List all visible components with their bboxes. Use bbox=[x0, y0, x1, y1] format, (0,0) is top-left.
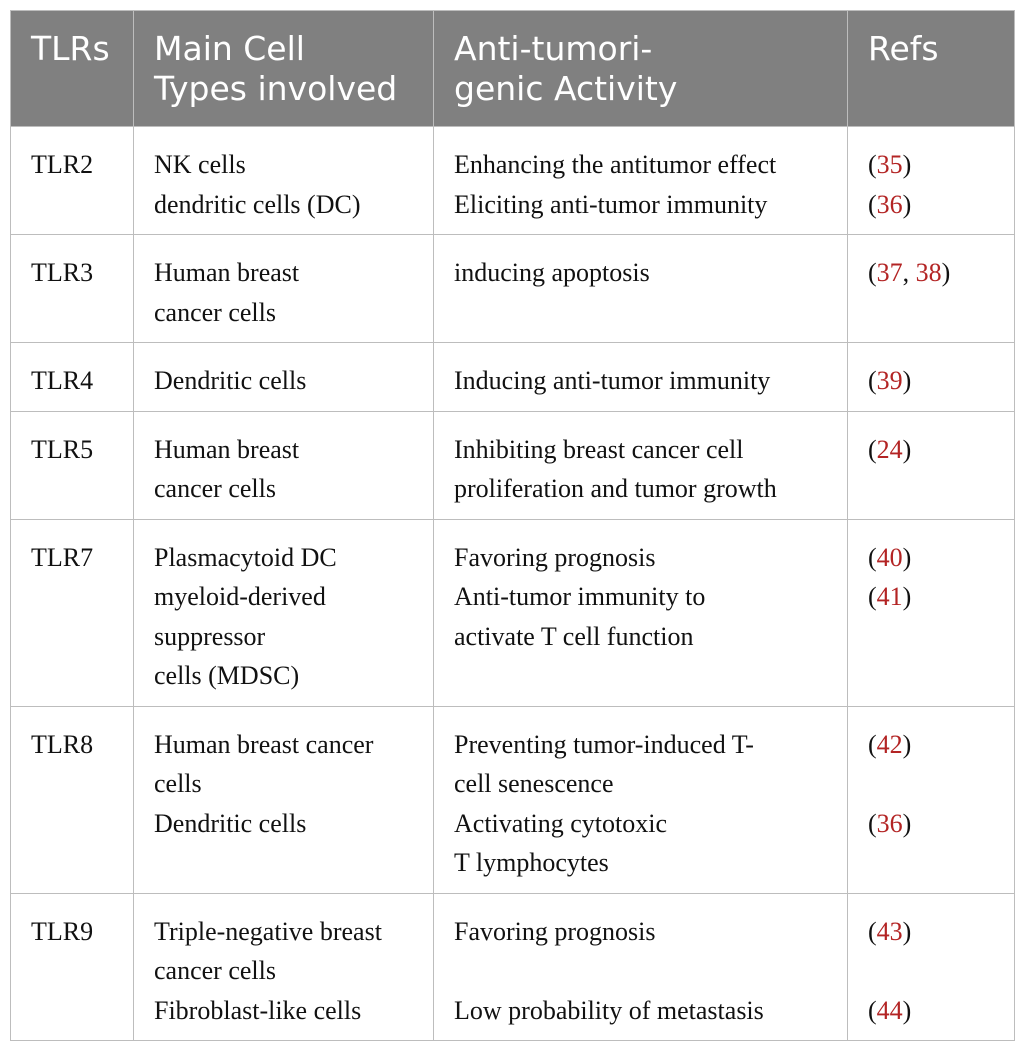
ref-group bbox=[868, 538, 994, 578]
paren-close: ) bbox=[902, 995, 912, 1025]
cell-type-line: Human breast cancer bbox=[154, 729, 374, 759]
table-row bbox=[11, 343, 1015, 412]
ref-group bbox=[868, 991, 994, 1031]
reference-link[interactable]: 35 bbox=[876, 150, 903, 179]
cell-refs bbox=[848, 235, 1015, 343]
activity-line: Preventing tumor-induced T- bbox=[454, 729, 754, 759]
header-main-cell-types bbox=[134, 11, 434, 127]
ref-group bbox=[868, 430, 994, 470]
header-line: genic Activity bbox=[454, 69, 678, 108]
table-row bbox=[11, 235, 1015, 343]
tlr-name: TLR3 bbox=[31, 258, 94, 287]
cell-types bbox=[134, 706, 434, 893]
cell-type-line: Plasmacytoid DC bbox=[154, 542, 337, 572]
cell-tlr bbox=[11, 706, 134, 893]
cell-activity bbox=[434, 127, 848, 235]
paren-open: ( bbox=[868, 582, 877, 611]
cell-tlr bbox=[11, 411, 134, 519]
cell-type-line: cancer cells bbox=[154, 474, 276, 503]
blank-line bbox=[868, 764, 994, 804]
reference-link[interactable]: 24 bbox=[876, 434, 903, 464]
cell-activity bbox=[434, 519, 848, 706]
table-header bbox=[11, 11, 1015, 127]
cell-type-line: dendritic cells (DC) bbox=[154, 189, 361, 219]
cell-refs bbox=[848, 343, 1015, 412]
cell-refs bbox=[848, 519, 1015, 706]
paren-open: ( bbox=[868, 150, 877, 179]
cell-type-line: NK cells bbox=[154, 150, 246, 179]
paren-open: ( bbox=[868, 808, 877, 838]
paren-close: ) bbox=[902, 542, 912, 572]
reference-link[interactable]: 39 bbox=[876, 366, 903, 395]
activity-line: Inducing anti-tumor immunity bbox=[454, 366, 771, 395]
ref-group bbox=[868, 185, 994, 225]
cell-refs bbox=[848, 706, 1015, 893]
reference-link[interactable]: 43 bbox=[876, 916, 903, 946]
cell-type-line: Fibroblast-like cells bbox=[154, 995, 362, 1025]
cell-tlr bbox=[11, 235, 134, 343]
cell-refs bbox=[848, 127, 1015, 235]
cell-activity bbox=[434, 343, 848, 412]
cell-type-line: Dendritic cells bbox=[154, 808, 307, 838]
paren-close: ) bbox=[902, 150, 912, 179]
cell-type-line: cancer cells bbox=[154, 297, 276, 327]
cell-type-line: suppressor bbox=[154, 621, 266, 651]
reference-link[interactable]: 37 bbox=[876, 258, 903, 287]
paren-close: ) bbox=[941, 258, 951, 287]
blank-line bbox=[454, 951, 827, 991]
cell-activity bbox=[434, 411, 848, 519]
activity-line: Inhibiting breast cancer cell bbox=[454, 434, 744, 464]
activity-line: Eliciting anti-tumor immunity bbox=[454, 189, 768, 219]
cell-types bbox=[134, 343, 434, 412]
activity-line: activate T cell function bbox=[454, 621, 694, 651]
activity-line: Activating cytotoxic bbox=[454, 808, 668, 838]
reference-link[interactable]: 36 bbox=[876, 189, 903, 219]
header-line: Types involved bbox=[154, 69, 398, 108]
paren-close: ) bbox=[902, 189, 912, 219]
cell-type-line: Dendritic cells bbox=[154, 366, 307, 395]
activity-line: Low probability of metastasis bbox=[454, 995, 764, 1025]
ref-group bbox=[868, 912, 994, 952]
ref-group bbox=[868, 361, 994, 401]
header-row bbox=[11, 11, 1015, 127]
cell-tlr bbox=[11, 127, 134, 235]
ref-group bbox=[868, 145, 994, 185]
paren-close: ) bbox=[902, 434, 912, 464]
cell-types bbox=[134, 235, 434, 343]
cell-tlr bbox=[11, 343, 134, 412]
tlr-name: TLR4 bbox=[31, 366, 94, 395]
activity-line: Enhancing the antitumor effect bbox=[454, 150, 777, 179]
ref-group bbox=[868, 577, 994, 617]
ref-group bbox=[868, 253, 994, 293]
cell-type-line: cells (MDSC) bbox=[154, 661, 300, 690]
reference-link[interactable]: 42 bbox=[876, 729, 903, 759]
paren-open: ( bbox=[868, 916, 877, 946]
activity-line: Anti-tumor immunity to bbox=[454, 582, 706, 611]
paren-open: ( bbox=[868, 995, 877, 1025]
paren-open: ( bbox=[868, 258, 877, 287]
activity-line: cell senescence bbox=[454, 769, 614, 798]
reference-link[interactable]: 36 bbox=[876, 808, 903, 838]
cell-type-line: Human breast bbox=[154, 434, 300, 464]
cell-activity bbox=[434, 235, 848, 343]
activity-line: Favoring prognosis bbox=[454, 542, 656, 572]
header-line: Main Cell bbox=[154, 29, 305, 68]
ref-group bbox=[868, 725, 994, 765]
cell-type-line: Triple-negative breast bbox=[154, 916, 382, 946]
tlr-name: TLR8 bbox=[31, 729, 94, 759]
cell-type-line: cells bbox=[154, 769, 202, 798]
paren-open: ( bbox=[868, 189, 877, 219]
reference-link[interactable]: 38 bbox=[915, 258, 942, 287]
header-anti-tumorigenic-activity bbox=[434, 11, 848, 127]
table-row bbox=[11, 411, 1015, 519]
cell-types bbox=[134, 893, 434, 1041]
tlr-name: TLR7 bbox=[31, 542, 94, 572]
table-row bbox=[11, 893, 1015, 1041]
paren-close: ) bbox=[902, 582, 912, 611]
cell-tlr bbox=[11, 893, 134, 1041]
activity-line: inducing apoptosis bbox=[454, 258, 650, 287]
cell-types bbox=[134, 519, 434, 706]
paren-open: ( bbox=[868, 542, 877, 572]
blank-line bbox=[868, 951, 994, 991]
paren-open: ( bbox=[868, 434, 877, 464]
activity-line: proliferation and tumor growth bbox=[454, 474, 777, 503]
ref-separator: , bbox=[902, 258, 916, 287]
cell-tlr bbox=[11, 519, 134, 706]
ref-group bbox=[868, 804, 994, 844]
paren-close: ) bbox=[902, 916, 912, 946]
reference-link[interactable]: 41 bbox=[876, 582, 903, 611]
paren-close: ) bbox=[902, 808, 912, 838]
table-row bbox=[11, 706, 1015, 893]
cell-types bbox=[134, 411, 434, 519]
paren-open: ( bbox=[868, 729, 877, 759]
header-tlrs: TLRs bbox=[11, 11, 134, 127]
cell-refs bbox=[848, 411, 1015, 519]
paren-open: ( bbox=[868, 366, 877, 395]
tlr-name: TLR5 bbox=[31, 434, 94, 464]
header-refs: Refs bbox=[848, 11, 1015, 127]
activity-line: T lymphocytes bbox=[454, 848, 609, 877]
header-line: Anti-tumori- bbox=[454, 29, 653, 68]
cell-activity bbox=[434, 706, 848, 893]
reference-link[interactable]: 44 bbox=[876, 995, 903, 1025]
cell-type-line: cancer cells bbox=[154, 956, 276, 985]
tlr-name: TLR2 bbox=[31, 150, 94, 179]
tlr-table bbox=[10, 10, 1015, 1041]
paren-close: ) bbox=[902, 729, 912, 759]
cell-types bbox=[134, 127, 434, 235]
cell-type-line: myeloid-derived bbox=[154, 582, 326, 611]
table-row bbox=[11, 519, 1015, 706]
cell-refs bbox=[848, 893, 1015, 1041]
table-row bbox=[11, 127, 1015, 235]
tlr-name: TLR9 bbox=[31, 916, 94, 946]
reference-link[interactable]: 40 bbox=[876, 542, 903, 572]
cell-activity bbox=[434, 893, 848, 1041]
activity-line: Favoring prognosis bbox=[454, 916, 656, 946]
paren-close: ) bbox=[902, 366, 912, 395]
cell-type-line: Human breast bbox=[154, 258, 300, 287]
table-body bbox=[11, 127, 1015, 1041]
